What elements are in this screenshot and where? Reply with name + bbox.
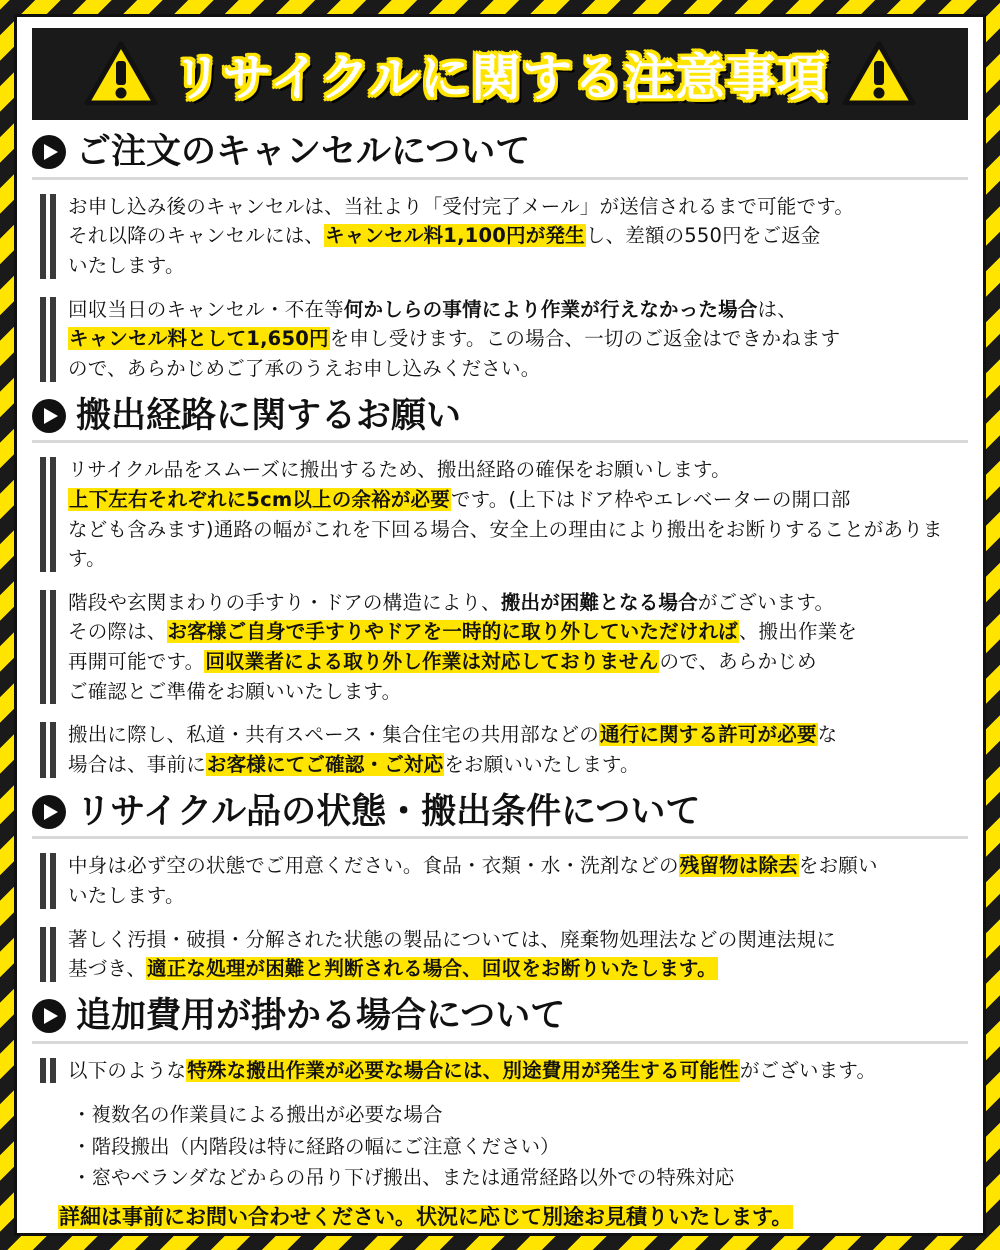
section-heading [32, 791, 968, 832]
notice-paragraph [32, 588, 968, 707]
section-title-text: 搬出経路に関するお願い [76, 395, 462, 436]
sections-container [32, 134, 968, 1232]
section-divider [32, 177, 968, 180]
section-divider [32, 440, 968, 443]
highlighted-text: 上下左右それぞれに5cm以上の余裕が必要 [69, 487, 450, 511]
play-triangle-icon [32, 399, 66, 433]
list-item: ・ 階段搬出（内階段は特に経路の幅にご注意ください） [72, 1131, 968, 1163]
highlighted-text: キャンセル料1,100円が発生 [325, 224, 585, 248]
notice-paragraph [32, 720, 968, 779]
highlighted-text: キャンセル料として1,650円 [69, 327, 329, 351]
highlighted-text: 回収業者による取り外し作業は対応しておりません [205, 650, 659, 673]
body-text: ので、あらかじめご了承のうえお申し込みください。 [68, 356, 541, 380]
highlighted-text: お客様にてご確認・ご対応 [206, 752, 444, 776]
body-text: 著しく汚損・破損・分解された状態の製品については、廃棄物処理法などの関連法規に [68, 927, 836, 951]
title-banner [32, 28, 968, 120]
notice-paragraph [32, 295, 968, 384]
notice-paragraph [32, 851, 968, 910]
body-text: 場合は、事前に [68, 752, 206, 776]
highlighted-text: 通行に関する許可が必要 [599, 723, 817, 747]
body-text: なども含みます)通路の幅がこれを下回る場合、安全上の理由により搬出をお断りすることがあります。 [68, 517, 943, 571]
body-text: 搬出に際し、私道・共有スペース・集合住宅の共用部などの [68, 723, 599, 747]
body-text: 回収当日のキャンセル・不在等 [68, 297, 344, 321]
highlighted-text: 適正な処理が困難と判断される場合、回収をお断りいたします。 [147, 957, 717, 981]
body-text: を申し受けます。この場合、一切のご返金はできかねます [329, 327, 841, 351]
section-title-text: ご注文のキャンセルについて [76, 132, 531, 172]
body-text: その際は、 [68, 620, 167, 644]
body-text: をお願い [798, 854, 878, 878]
body-text: ご確認とご準備をお願いいたします。 [68, 679, 402, 703]
list-item: ・ 複数名の作業員による搬出が必要な場合 [72, 1099, 968, 1131]
footnote-text [58, 1202, 968, 1232]
warning-triangle-icon [842, 41, 916, 107]
section-heading [32, 134, 968, 171]
body-text: な [817, 723, 838, 747]
body-text: それ以降のキャンセルには、 [68, 224, 325, 248]
section-divider [32, 836, 968, 839]
page-title: リサイクルに関する注意事項 [172, 49, 828, 107]
bold-text: 何かしらの事情により作業が行えなかった場合 [343, 297, 758, 321]
body-text: がございます。 [697, 590, 835, 614]
play-triangle-icon [32, 999, 66, 1033]
body-text: です。(上下はドア枠やエレベーターの開口部 [450, 487, 851, 511]
section-title-text: リサイクル品の状態・搬出条件について [76, 791, 701, 832]
notice-paragraph [32, 1056, 968, 1086]
highlighted-text: 残留物は除去 [679, 854, 798, 878]
notice-paragraph [32, 455, 968, 574]
section-heading [32, 995, 968, 1036]
section-title-text: 追加費用が掛かる場合について [76, 995, 566, 1036]
play-triangle-icon [32, 135, 66, 169]
highlighted-text: お客様ご自身で手すりやドアを一時的に取り外していただければ [167, 620, 738, 644]
body-text: 再開可能です。 [68, 650, 205, 673]
bold-text: 搬出が困難となる場合 [500, 590, 698, 614]
notice-paragraph [32, 192, 968, 281]
section-heading [32, 395, 968, 436]
highlighted-text: 特殊な搬出作業が必要な場合には、別途費用が発生する可能性 [187, 1058, 739, 1082]
play-triangle-icon [32, 795, 66, 829]
body-text: 、搬出作業を [738, 620, 858, 644]
warning-triangle-icon [84, 41, 158, 107]
body-text: いたします。 [68, 254, 185, 277]
body-text: し、差額の550円をご返金 [585, 224, 821, 248]
body-text: お申し込み後のキャンセルは、当社より「受付完了メール」が送信されるまで可能です。 [68, 194, 855, 218]
page-content [18, 18, 982, 1232]
section-divider [32, 1041, 968, 1044]
body-text: 中身は必ず空の状態でご用意ください。食品・衣類・水・洗剤などの [68, 854, 679, 878]
body-text: ので、あらかじめ [659, 650, 817, 673]
body-text: をお願いいたします。 [444, 752, 640, 776]
body-text: は、 [757, 297, 797, 321]
body-text: 基づき、 [68, 957, 147, 981]
list-item: ・ 窓やベランダなどからの吊り下げ搬出、または通常経路以外での特殊対応 [72, 1162, 968, 1194]
body-text: リサイクル品をスムーズに搬出するため、搬出経路の確保をお願いします。 [68, 458, 731, 482]
bullet-list [32, 1099, 968, 1194]
body-text: いたします。 [68, 883, 185, 907]
highlighted-text: 詳細は事前にお問い合わせください。状況に応じて別途お見積りいたします。 [59, 1204, 793, 1229]
notice-paragraph [32, 925, 968, 984]
body-text: がございます。 [739, 1058, 877, 1082]
body-text: 階段や玄関まわりの手すり・ドアの構造により、 [68, 590, 501, 614]
body-text: 以下のような [68, 1058, 187, 1082]
